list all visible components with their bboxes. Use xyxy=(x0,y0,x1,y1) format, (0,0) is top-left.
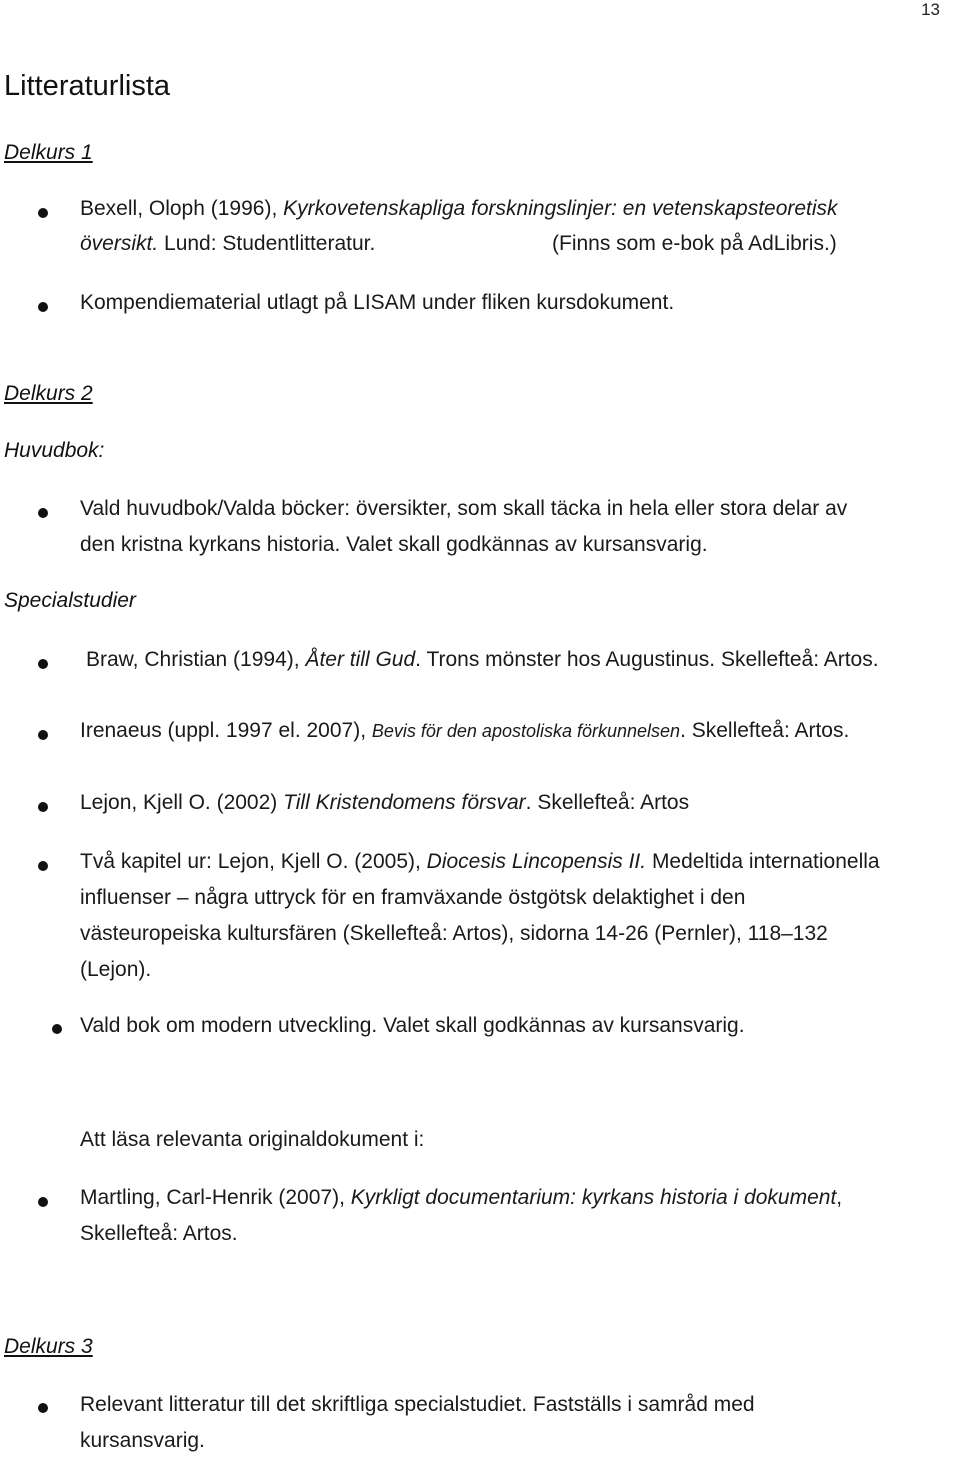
list-item: Relevant litteratur till det skriftliga specialstudiet. Fastställs i samråd med xyxy=(80,1393,755,1416)
bullet-icon xyxy=(38,508,48,518)
page-title: Litteraturlista xyxy=(4,70,171,102)
list-item: Bexell, Oloph (1996), Kyrkovetenskapliga forskningslinjer: en vetenskapsteoretisk xyxy=(80,197,838,220)
list-item: Lejon, Kjell O. (2002) Till Kristendomens försvar. Skellefteå: Artos xyxy=(80,791,690,814)
bullet-icon xyxy=(38,659,48,669)
list-item: Två kapitel ur: Lejon, Kjell O. (2005), Diocesis Lincopensis II. Medeltida internationella xyxy=(80,850,880,873)
list-item-continued: västeuropeiska kultursfären (Skellefteå: Artos), sidorna 14-26 (Pernler), 118–132 xyxy=(80,922,828,945)
att-lasa-label: Att läsa relevanta originaldokument i: xyxy=(80,1128,425,1151)
list-item-continued: kursansvarig. xyxy=(80,1429,205,1452)
list-item-continued: den kristna kyrkans historia. Valet skall godkännas av kursansvarig. xyxy=(80,533,708,556)
list-item: Vald huvudbok/Valda böcker: översikter, som skall täcka in hela eller stora delar av xyxy=(80,497,848,520)
list-item-continued: (Lejon). xyxy=(80,958,152,981)
list-item: Kompendiematerial utlagt på LISAM under fliken kursdokument. xyxy=(80,291,675,314)
bullet-icon xyxy=(38,802,48,812)
ebook-note: (Finns som e-bok på AdLibris.) xyxy=(552,232,837,255)
bullet-icon xyxy=(38,861,48,871)
bullet-icon xyxy=(52,1024,62,1034)
list-item: Irenaeus (uppl. 1997 el. 2007), Bevis för den apostoliska förkunnelsen. Skellefteå: Artos. xyxy=(80,719,850,742)
specialstudier-heading: Specialstudier xyxy=(4,589,136,612)
huvudbok-heading: Huvudbok: xyxy=(4,439,105,462)
bullet-icon xyxy=(38,730,48,740)
page-number: 13 xyxy=(921,0,940,19)
list-item-continued: översikt. Lund: Studentlitteratur. xyxy=(80,232,376,255)
list-item-continued: Skellefteå: Artos. xyxy=(80,1222,238,1245)
list-item-continued: influenser – några uttryck för en framväxande östgötsk delaktighet i den xyxy=(80,886,746,909)
bullet-icon xyxy=(38,208,48,218)
list-item: Braw, Christian (1994), Åter till Gud. Trons mönster hos Augustinus. Skellefteå: Artos. xyxy=(86,648,879,671)
delkurs1-heading: Delkurs 1 xyxy=(4,141,93,164)
bullet-icon xyxy=(38,302,48,312)
bullet-icon xyxy=(38,1403,48,1413)
bullet-icon xyxy=(38,1197,48,1207)
list-item: Martling, Carl-Henrik (2007), Kyrkligt documentarium: kyrkans historia i dokument, xyxy=(80,1186,843,1209)
list-item: Vald bok om modern utveckling. Valet skall godkännas av kursansvarig. xyxy=(80,1014,745,1037)
delkurs2-heading: Delkurs 2 xyxy=(4,382,93,405)
delkurs3-heading: Delkurs 3 xyxy=(4,1335,93,1358)
